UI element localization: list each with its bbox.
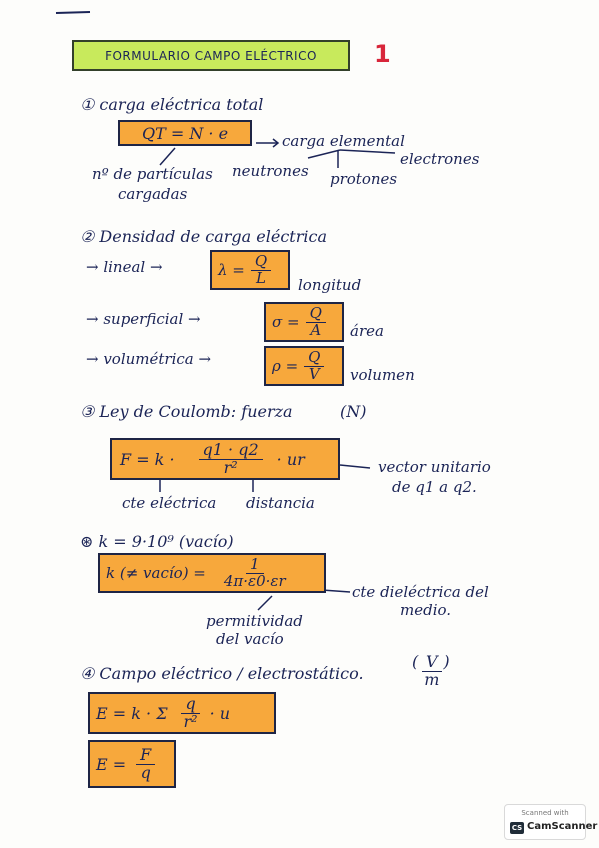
surface-density-formula — [264, 302, 344, 342]
linear-symbol: λ = — [218, 261, 245, 279]
dielectric-label-2: medio. — [400, 601, 452, 619]
unit-vector-label-1: vector unitario — [378, 458, 491, 476]
page-number: 1 — [374, 40, 391, 68]
dielectric-label-1: cte dieléctrica del — [352, 583, 489, 601]
section-4-heading: ④ Campo eléctrico / electrostático. — [80, 664, 364, 683]
volume-denominator: V — [308, 364, 320, 383]
permittivity-label-1: permitividad — [206, 612, 303, 630]
field-sum-fraction — [180, 693, 202, 731]
volume-density-formula — [264, 346, 344, 386]
coulomb-lhs: F = k · — [120, 449, 175, 469]
linear-denominator: L — [256, 268, 266, 287]
camscanner-watermark — [504, 804, 598, 840]
section-2-heading: ② Densidad de carga eléctrica — [80, 227, 327, 246]
linear-fraction — [251, 251, 271, 287]
unit-vector-label-2: de q1 a q2. — [392, 478, 477, 496]
field-sum-denominator: r² — [183, 711, 198, 731]
linear-label: → lineal → — [86, 258, 163, 276]
field-sum-lhs: E = k · Σ — [96, 703, 168, 723]
surface-fraction — [306, 303, 326, 339]
volume-label: volumen — [350, 366, 415, 384]
force-unit: (N) — [340, 402, 367, 421]
volume-density-label: → volumétrica → — [86, 350, 212, 368]
k-medium-formula — [98, 553, 326, 593]
area-label: área — [350, 322, 384, 340]
surface-denominator: A — [310, 320, 322, 339]
field-force-lhs: E = — [96, 754, 127, 774]
field-force-denominator: q — [140, 762, 151, 782]
field-unit-fraction — [420, 654, 443, 689]
permittivity-label-2: del vacío — [216, 630, 284, 648]
field-unit: ( $\frac{V}{m}$ ) — [412, 652, 450, 689]
field-sum-numerator: q — [181, 696, 199, 714]
electrons-label: electrones — [400, 150, 480, 168]
coulomb-formula — [110, 438, 340, 480]
k-medium-fraction — [220, 554, 290, 590]
volume-symbol: ρ = — [272, 357, 299, 375]
page-title: FORMULARIO CAMPO ELÉCTRICO — [72, 40, 350, 71]
field-sum-formula — [88, 692, 276, 734]
field-force-numerator: F — [136, 747, 155, 765]
neutrons-label: neutrones — [232, 162, 309, 180]
coulomb-denominator: r² — [223, 457, 238, 477]
total-charge-formula: QT = N · e — [118, 120, 252, 146]
surface-numerator: Q — [306, 306, 326, 323]
k-medium-denominator: 4π·ε0·εr — [223, 571, 286, 590]
k-medium-lhs: k (≠ vacío) = — [106, 564, 206, 582]
particles-label-2: cargadas — [118, 185, 188, 203]
linear-numerator: Q — [251, 254, 271, 271]
electric-constant-label: cte eléctrica — [122, 494, 217, 512]
section-1-heading: ① carga eléctrica total — [80, 95, 264, 114]
particles-label-1: nº de partículas — [92, 165, 213, 183]
volume-fraction — [304, 347, 324, 383]
surface-label: → superficial → — [86, 310, 201, 328]
coulomb-rhs: · ur — [276, 449, 305, 469]
linear-density-formula — [210, 250, 290, 290]
elemental-charge-label: carga elemental — [282, 132, 405, 150]
section-3-heading: ③ Ley de Coulomb: fuerza — [80, 402, 293, 421]
field-force-formula — [88, 740, 176, 788]
distance-label: distancia — [246, 494, 315, 512]
field-force-fraction — [136, 744, 155, 782]
coulomb-numerator: q1 · q2 — [199, 442, 263, 460]
watermark-brand: CamScanner — [527, 821, 598, 832]
field-unit-num: V — [422, 654, 442, 672]
surface-symbol: σ = — [272, 313, 300, 331]
k-medium-numerator: 1 — [246, 557, 264, 574]
length-label: longitud — [298, 276, 362, 294]
protons-label: protones — [330, 170, 398, 188]
field-unit-den: m — [424, 669, 440, 689]
k-vacuum-line: ⊛ k = 9·10⁹ (vacío) — [80, 532, 234, 551]
coulomb-fraction — [199, 439, 263, 477]
field-sum-rhs: · u — [209, 703, 231, 723]
volume-numerator: Q — [304, 350, 324, 367]
watermark-top-text: Scanned with — [521, 809, 569, 817]
camscanner-logo-icon: CS — [511, 824, 523, 832]
